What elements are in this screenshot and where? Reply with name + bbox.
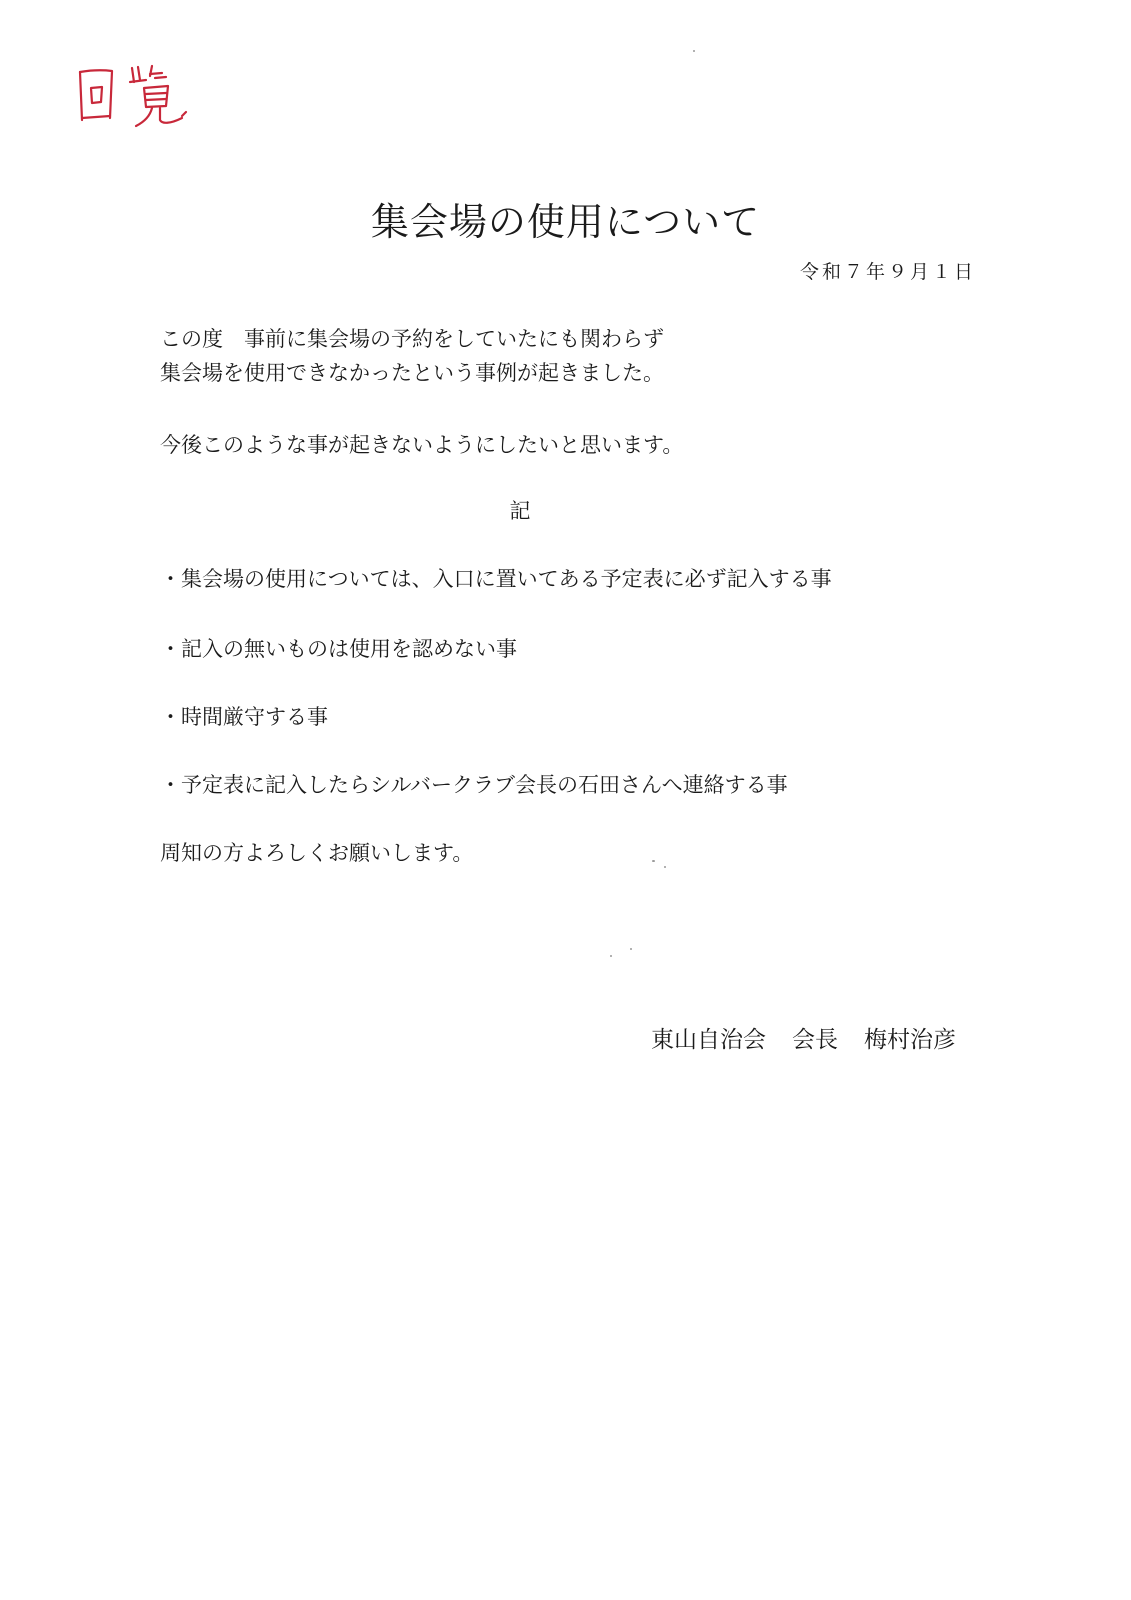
scan-speck	[664, 866, 666, 868]
rule-item: ・時間厳守する事	[160, 705, 328, 729]
intro-line-1: この度 事前に集会場の予約をしていたにも関わらず	[160, 327, 664, 351]
scan-speck	[610, 955, 612, 957]
scan-speck	[693, 50, 695, 52]
intro-line-3: 今後このような事が起きないようにしたいと思います。	[160, 433, 684, 457]
signature-block	[651, 1022, 956, 1058]
signature-name: 梅村治彦	[864, 1027, 956, 1053]
closing-line: 周知の方よろしくお願いします。	[160, 841, 474, 865]
scan-speck	[652, 860, 655, 862]
ki-heading: 記	[509, 499, 531, 523]
rule-item: ・記入の無いものは使用を認めない事	[160, 637, 517, 661]
scan-speck	[630, 948, 632, 950]
intro-line-2: 集会場を使用できなかったという事例が起きました。	[160, 361, 664, 385]
rule-item: ・予定表に記入したらシルバークラブ会長の石田さんへ連絡する事	[160, 773, 788, 797]
document-date: 令和７年９月１日	[799, 261, 976, 283]
document-title: 集会場の使用について	[370, 200, 761, 244]
rule-item: ・集会場の使用については、入口に置いてある予定表に必ず記入する事	[160, 567, 832, 591]
handwritten-stamp-kairan	[70, 58, 200, 130]
signature-organization: 東山自治会	[651, 1027, 766, 1053]
signature-role: 会長	[792, 1027, 838, 1053]
